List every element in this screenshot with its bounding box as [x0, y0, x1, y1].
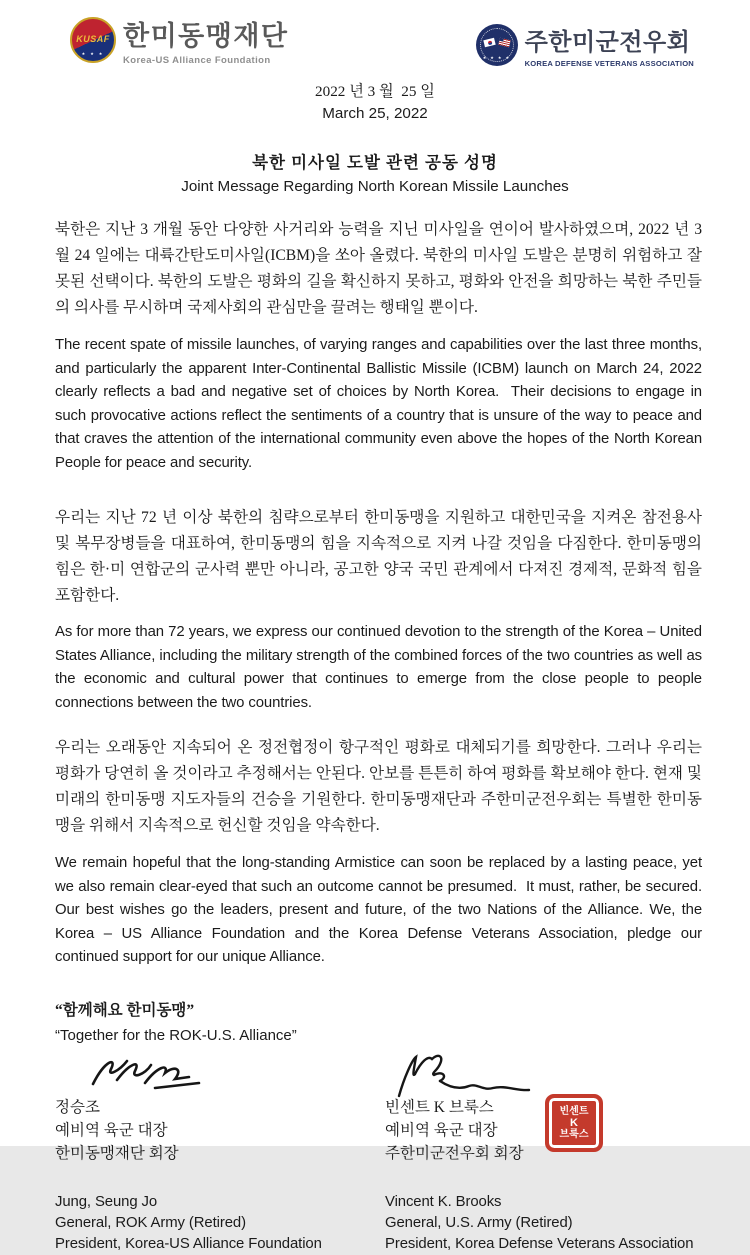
- kusaf-logo-title: 한미동맹재단: [123, 21, 289, 51]
- signature-block-brooks: [385, 1052, 750, 1255]
- document-body: [0, 217, 750, 1044]
- signature-area: [0, 1044, 750, 1255]
- jung-rank-english: General, ROK Army (Retired): [55, 1214, 246, 1231]
- date-korean: 2022 년 3 월 25 일: [315, 83, 435, 100]
- jung-handwritten-signature: [83, 1052, 213, 1096]
- brooks-rank-korean: 예비역 육군 대장: [385, 1121, 498, 1139]
- kusaf-logo: [70, 14, 289, 66]
- jung-title-english: President, Korea-US Alliance Foundation: [55, 1235, 322, 1252]
- brooks-rank-english: General, U.S. Army (Retired): [385, 1214, 573, 1231]
- jung-rank-korean: 예비역 육군 대장: [55, 1121, 168, 1139]
- brooks-handwritten-signature: [387, 1052, 537, 1100]
- slogan-korean: “함께해요 한미동맹”: [55, 1001, 195, 1019]
- seal-text-line1: 빈센트: [559, 1105, 589, 1117]
- brooks-name-english: Vincent K. Brooks: [385, 1193, 502, 1210]
- kdva-emblem-stars-icon: ★ ★ ★ ★: [482, 55, 511, 60]
- brooks-title-english: President, Korea Defense Veterans Association: [385, 1235, 694, 1252]
- document-title-english: Joint Message Regarding North Korean Missile Launches: [181, 178, 569, 195]
- paragraph-korean-2: 우리는 지난 72 년 이상 북한의 침략으로부터 한미동맹을 지원하고 대한민국을 지켜온 참전용사 및 복무장병들을 대표하여, 한미동맹의 힘을 지속적으로 지켜 나갈 것임을 다짐한다. 한미동맹의 힘은 한·미 연합군의 군사력 뿐만 아니라, 공고한 양국 국민 관계에서 다져진 경제적, 문화적 힘을 포함한다.: [55, 509, 706, 604]
- header: [0, 0, 750, 68]
- kdva-logo-title: 주한미군전우회: [524, 29, 691, 56]
- brooks-name-korean: 빈센트 K 브룩스: [385, 1098, 494, 1116]
- kusaf-logo-subtitle: Korea-US Alliance Foundation: [123, 55, 271, 66]
- kusaf-emblem-stars-icon: ★ ★ ★: [81, 51, 105, 56]
- jung-name-korean: 정승조: [55, 1098, 100, 1116]
- paragraph-korean-3: 우리는 오래동안 지속되어 온 정전협정이 항구적인 평화로 대체되기를 희망한다. 그러나 우리는 평화가 당연히 올 것이라고 추정해서는 안된다. 안보를 튼튼히 하여 평화를 확보해야 한다. 현재 및 미래의 한미동맹 지도자들의 건승을 기원한다. 한미동맹재단과 주한미군전우회는 특별한 한미동맹을 위해서 지속적으로 헌신할 것임을 약속한다.: [55, 739, 706, 834]
- paragraph-english-2: As for more than 72 years, we express our continued devotion to the strength of the Korea – United States Alliance, including the military strength of the combined forces of the two countries as well as the economic and cultural power that continues to emerge from the close people to people connections between the two countries.: [55, 624, 707, 711]
- kdva-emblem-icon: [476, 24, 518, 66]
- document-title-korean: 북한 미사일 도발 관련 공동 성명: [252, 153, 498, 172]
- kusaf-emblem-text: KUSAF: [76, 34, 110, 44]
- paragraph-english-3: We remain hopeful that the long-standing Armistice can soon be replaced by a lasting peace, yet we also remain clear-eyed that such an outcome cannot be presumed. It must, rather, be secured. Our best wishes go the leaders, present and future, of the two Nations of the Alliance. We, the Korea – US Alliance Foundation and the Korea Defense Veterans Association, pledge our continued support for our unique Alliance.: [55, 855, 711, 965]
- kdva-logo-subtitle: KOREA DEFENSE VETERANS ASSOCIATION: [524, 59, 694, 68]
- kusaf-emblem-icon: [70, 17, 116, 63]
- paragraph-english-1: The recent spate of missile launches, of varying ranges and capabilities over the last three months, and particularly the apparent Inter-Continental Ballistic Missile (ICBM) launch on March 24, 2022 clearly reflects a bad and negative set of choices by North Korea. Their decisions to engage in such provocative actions reflect the sentiments of a country that is unsure of the way to peace and that craves the attention of the international community even above the hopes of the North Korean People for peace and security.: [55, 337, 707, 471]
- seal-text-line3: 브룩스: [559, 1128, 589, 1140]
- paragraph-korean-1: 북한은 지난 3 개월 동안 다양한 사거리와 능력을 지닌 미사일을 연이어 발사하였으며, 2022 년 3 월 24 일에는 대륙간탄도미사일(ICBM)을 쏘아 올렸다. 북한의 미사일 도발은 분명히 위험하고 잘못된 선택이다. 북한의 도발은 평화의 길을 확신하지 못하고, 평화와 안전을 희망하는 북한 주민들의 의사를 무시하며 국제사회의 관심만을 끌려는 행태일 뿐이다.: [55, 221, 706, 316]
- brooks-title-korean: 주한미군전우회 회장: [385, 1144, 524, 1162]
- jung-name-english: Jung, Seung Jo: [55, 1193, 158, 1210]
- date-english: March 25, 2022: [322, 105, 428, 122]
- slogan-english: “Together for the ROK-U.S. Alliance”: [55, 1026, 297, 1044]
- signature-block-jung: [55, 1052, 385, 1255]
- brooks-red-seal-stamp: [545, 1094, 603, 1152]
- jung-title-korean: 한미동맹재단 회장: [55, 1144, 179, 1162]
- kdva-logo: [476, 22, 694, 68]
- seal-text-line2: K: [570, 1116, 578, 1129]
